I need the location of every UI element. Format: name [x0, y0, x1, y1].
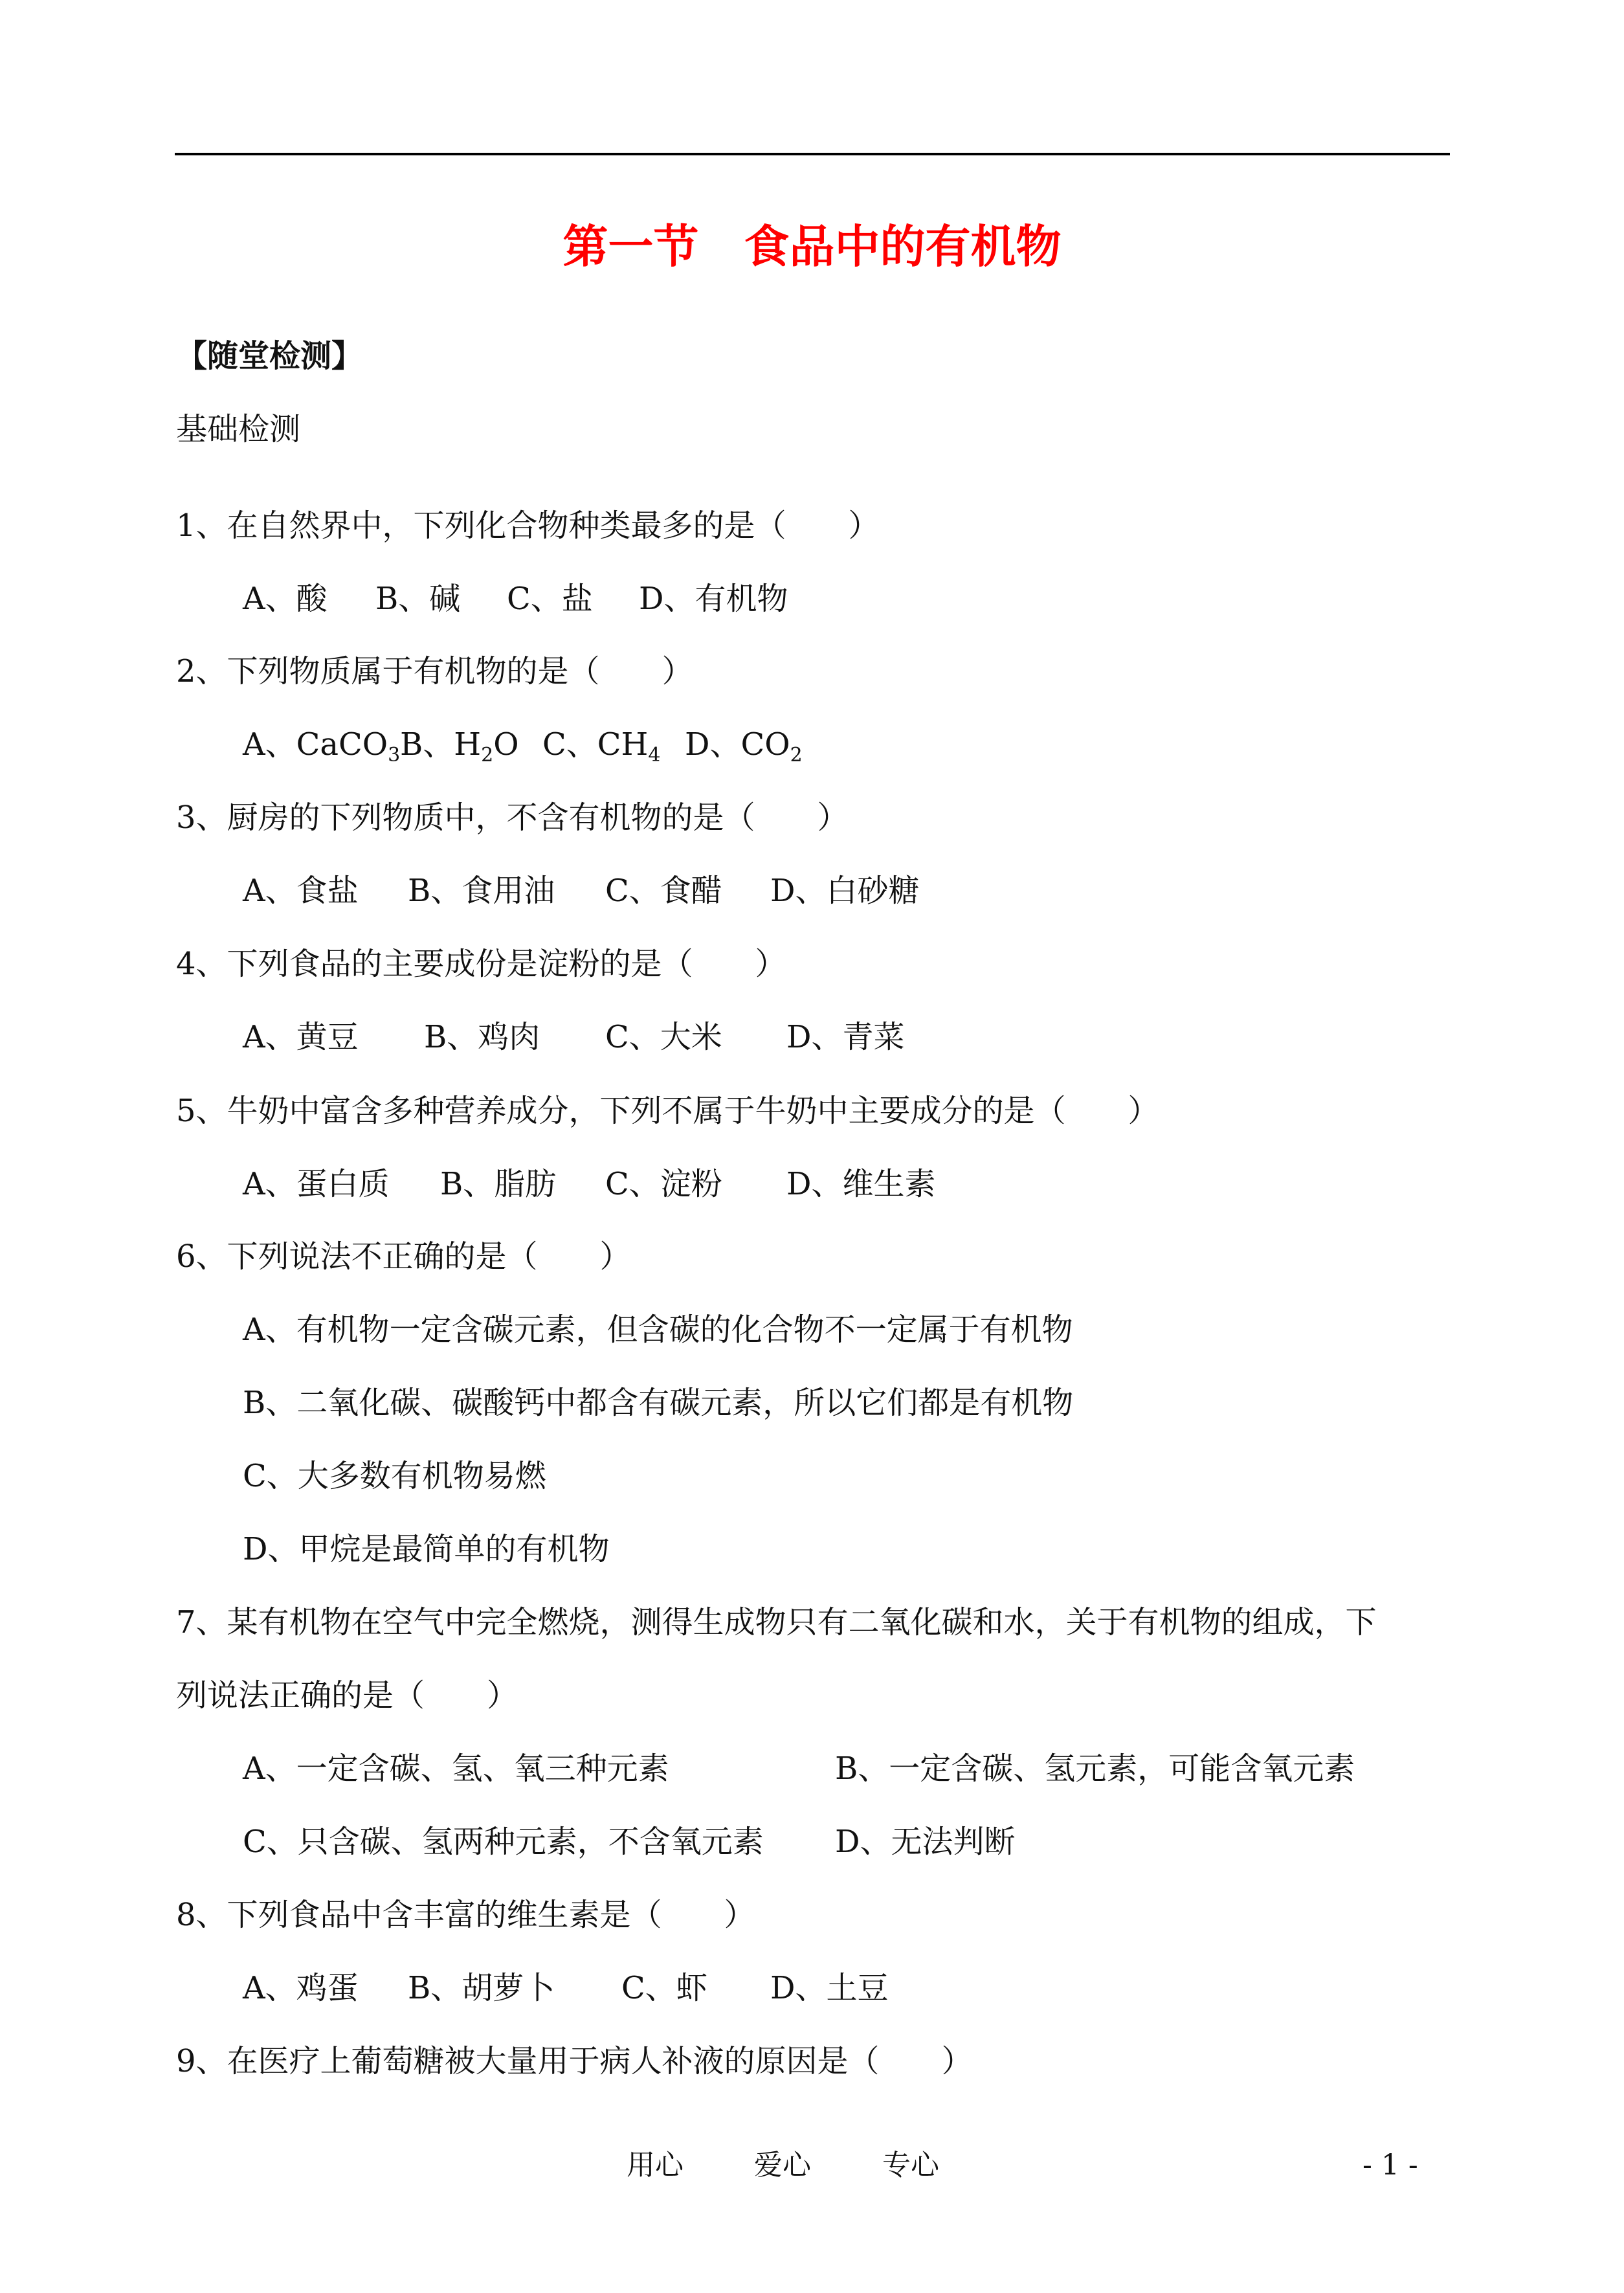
question-4-option-d: D、青菜	[786, 1019, 905, 1055]
question-8-option-c: C、虾	[621, 1970, 707, 2006]
page-number: - 1 -	[1363, 2149, 1418, 2182]
question-4-option-c: C、大米	[605, 1019, 722, 1055]
question-2-stem: 2、下列物质属于有机物的是（ ）	[176, 653, 693, 689]
question-5-stem: 5、牛奶中富含多种营养成分，下列不属于牛奶中主要成分的是（ ）	[176, 1093, 1159, 1129]
question-8-option-d: D、土豆	[770, 1970, 889, 2006]
question-3-option-d: D、白砂糖	[770, 873, 920, 909]
question-3-stem: 3、厨房的下列物质中，不含有机物的是（ ）	[176, 800, 849, 836]
question-6-option-a: A、有机物一定含碳元素，但含碳的化合物不一定属于有机物	[243, 1312, 1073, 1348]
question-6-stem: 6、下列说法不正确的是（ ）	[176, 1238, 631, 1275]
question-3-option-c: C、食醋	[605, 873, 722, 909]
footer-motto-1: 用心	[627, 2149, 684, 2182]
question-1-option-a: A、酸	[243, 581, 328, 617]
footer-motto-3: 专心	[882, 2149, 939, 2182]
question-7-option-a: A、一定含碳、氢、氧三种元素	[243, 1751, 669, 1787]
question-7-stem-line-2: 列说法正确的是（ ）	[176, 1677, 518, 1714]
header-rule	[175, 153, 1450, 155]
question-8-option-b: B、胡萝卜	[408, 1970, 555, 2006]
question-1-stem: 1、在自然界中，下列化合物种类最多的是（ ）	[176, 508, 880, 544]
question-7-option-c: C、只含碳、氢两种元素，不含氧元素	[243, 1824, 764, 1860]
question-6-option-d: D、甲烷是最简单的有机物	[243, 1531, 610, 1567]
question-8-option-a: A、鸡蛋	[243, 1970, 359, 2006]
subheading: 基础检测	[176, 411, 301, 447]
question-6-option-c: C、大多数有机物易燃	[243, 1458, 546, 1494]
question-2-option-a: A、CaCO$_3$	[243, 726, 401, 766]
page-title: 第一节 食品中的有机物	[562, 220, 1062, 273]
question-1-option-d: D、有机物	[639, 581, 788, 617]
question-2-option-c: C、$CH_4$	[542, 726, 661, 766]
section-heading: 【随堂检测】	[176, 338, 363, 374]
question-5-option-a: A、蛋白质	[243, 1166, 390, 1202]
question-4-option-a: A、黄豆	[243, 1019, 359, 1055]
question-3-option-a: A、食盐	[243, 873, 359, 909]
question-1-option-b: B、碱	[375, 581, 461, 617]
question-3-option-b: B、食用油	[408, 873, 555, 909]
question-2-option-d: D、$CO_2$	[685, 726, 803, 766]
question-9-stem: 9、在医疗上葡萄糖被大量用于病人补液的原因是（ ）	[176, 2043, 973, 2079]
question-7-option-d: D、无法判断	[835, 1824, 1016, 1860]
question-7-option-b: B、一定含碳、氢元素，可能含氧元素	[835, 1751, 1355, 1787]
question-2-option-b: B、$H_2O$	[400, 726, 519, 766]
question-1-option-c: C、盐	[507, 581, 593, 617]
question-5-option-d: D、维生素	[786, 1166, 936, 1202]
question-8-stem: 8、下列食品中含丰富的维生素是（ ）	[176, 1897, 755, 1933]
question-4-stem: 4、下列食品的主要成份是淀粉的是（ ）	[176, 946, 786, 982]
footer-motto-2: 爱心	[754, 2149, 811, 2182]
question-5-option-b: B、脂肪	[440, 1166, 557, 1202]
question-7-stem-line-1: 7、某有机物在空气中完全燃烧，测得生成物只有二氧化碳和水，关于有机物的组成，下	[176, 1604, 1377, 1640]
question-5-option-c: C、淀粉	[605, 1166, 722, 1202]
question-4-option-b: B、鸡肉	[424, 1019, 540, 1055]
question-6-option-b: B、二氧化碳、碳酸钙中都含有碳元素，所以它们都是有机物	[243, 1385, 1074, 1421]
